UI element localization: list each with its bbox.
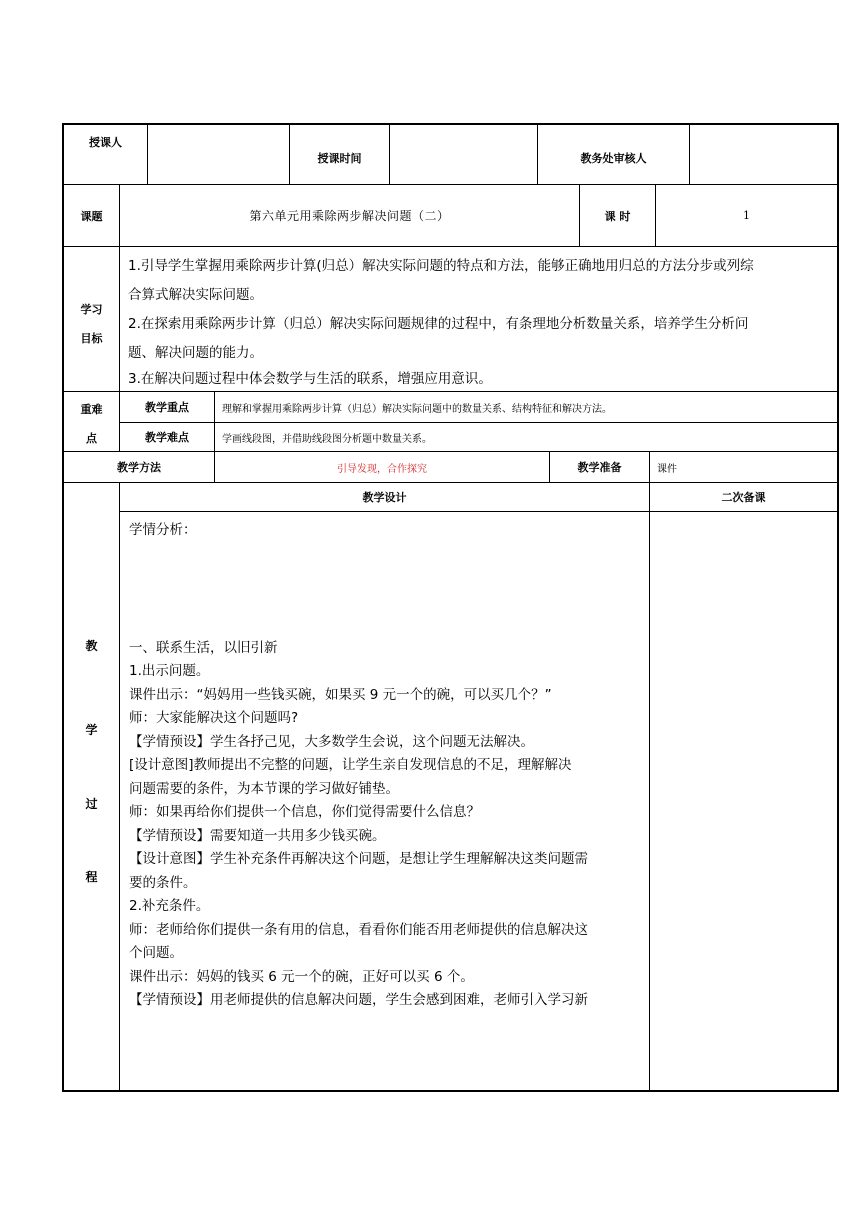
row-divider [62,246,839,247]
row-divider [119,511,839,512]
goal-line: 题、解决问题的能力。 [128,345,263,361]
method-label: 教学方法 [117,461,161,474]
key-points-label-2: 点 [86,432,97,445]
process-side-char: 过 [85,796,98,811]
topic-value: 第六单元用乘除两步解决问题（二） [249,209,450,223]
time-value [390,125,537,184]
difficulty-label: 教学难点 [145,431,189,444]
design-line: 师：大家能解决这个问题吗? [129,710,299,726]
review-value [690,125,837,184]
hours-label: 课 时 [604,209,631,223]
design-line: 1.出示问题。 [129,663,210,679]
goals-label-2: 目标 [80,332,103,345]
design-line: 要的条件。 [129,874,197,891]
method-value: 引导发现，合作探究 [337,463,427,475]
goal-line: 1.引导学生掌握用乘除两步计算(归总）解决实际问题的特点和方法，能够正确地用归总的方法分步或列综 [128,258,754,274]
difficulty-value: 学画线段图，并借助线段图分析题中数量关系。 [222,433,432,445]
design-line: 个问题。 [129,945,183,961]
teacher-label: 授课人 [89,136,122,149]
analysis-heading: 学情分析： [129,522,197,538]
design-line: 【学情预设】需要知道一共用多少钱买碗。 [129,827,386,844]
col-divider [119,482,120,1092]
process-side-char: 程 [85,869,98,884]
process-side-char: 教 [85,638,98,653]
focus-value: 理解和掌握用乘除两步计算（归总）解决实际问题中的数量关系、结构特征和解决方法。 [222,403,612,415]
topic-label: 课题 [80,209,103,223]
process-side-char: 学 [85,722,98,737]
design-line: 问题需要的条件，为本节课的学习做好铺垫。 [129,780,399,797]
design-header: 教学设计 [362,491,407,504]
goals-label-1: 学习 [80,303,103,316]
review-label: 教务处审核人 [580,152,647,165]
col-divider [214,391,215,451]
design-line: 【设计意图】学生补充条件再解决这个问题，是想让学生理解解决这类问题需 [129,851,588,867]
design-line: 【学情预设】学生各抒己见，大多数学生会说，这个问题无法解决。 [129,733,534,750]
design-line: 2.补充条件。 [129,898,210,914]
prep-label: 教学准备 [577,461,622,474]
goal-line: 2.在探索用乘除两步计算（归总）解决实际问题规律的过程中，有条理地分析数量关系，培养学生分析问 [128,316,749,332]
goal-line: 3.在解决问题过程中体会数学与生活的联系，增强应用意识。 [128,371,492,387]
col-divider [649,451,650,482]
teacher-value [148,125,289,184]
key-points-label-1: 重难 [80,403,103,416]
hours-value: 1 [743,209,750,222]
analysis-blank [129,543,644,637]
design-line: 课件出示：妈妈的钱买 6 元一个的碗，正好可以买 6 个。 [129,968,474,985]
design-line: 课件出示：“妈妈用一些钱买碗，如果买 9 元一个的碗，可以买几个？” [129,686,552,703]
design-line: [设计意图]教师提出不完整的问题，让学生亲自发现信息的不足，理解解决 [129,757,572,773]
prep-value: 课件 [657,463,677,475]
design-content [129,519,644,1013]
design-line: 师：如果再给你们提供一个信息，你们觉得需要什么信息？ [129,804,480,820]
focus-label: 教学重点 [145,401,189,414]
goal-line: 合算式解决实际问题。 [128,287,263,303]
design-line: 师：老师给你们提供一条有用的信息，看看你们能否用老师提供的信息解决这 [129,921,588,938]
col-divider [649,482,650,1092]
time-label: 授课时间 [317,152,362,165]
second-prep-header: 二次备课 [721,491,766,504]
design-line: 一、联系生活，以旧引新 [129,639,278,656]
design-line: 【学情预设】用老师提供的信息解决问题，学生会感到困难，老师引入学习新 [129,992,588,1008]
